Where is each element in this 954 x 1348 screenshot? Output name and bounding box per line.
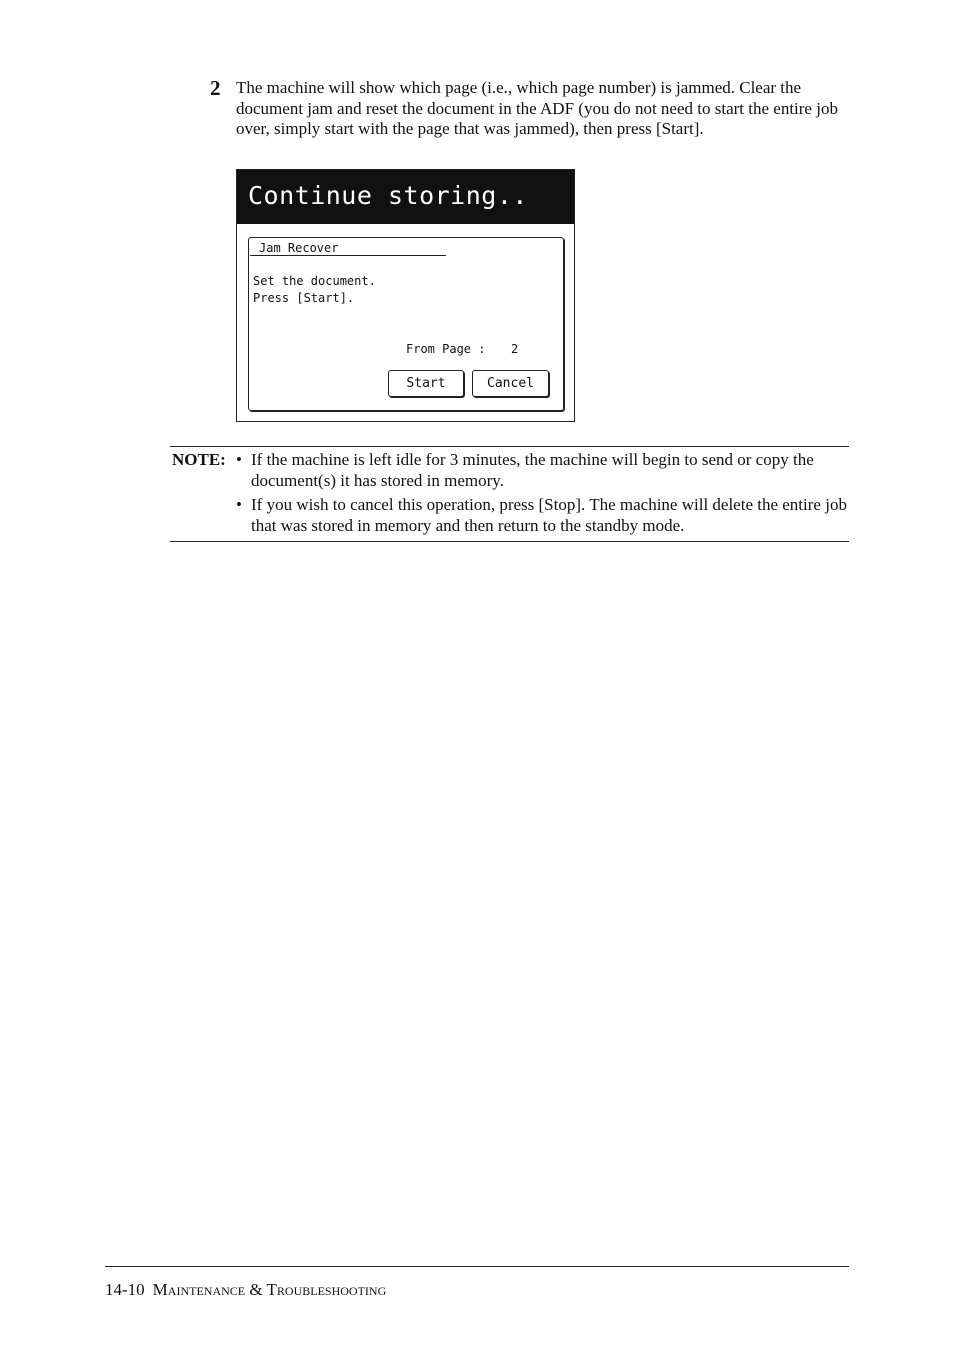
section-title: Maintenance & Troubleshooting	[152, 1280, 387, 1299]
page-number: 14-10	[105, 1280, 145, 1299]
dialog-title: Jam Recover	[250, 241, 446, 256]
screen-title-bar	[237, 170, 574, 224]
from-page-label: From Page :	[406, 342, 486, 356]
dialog-message-1: Set the document.	[253, 274, 376, 288]
step-number: 2	[210, 76, 221, 100]
footer-divider	[105, 1266, 849, 1267]
step-text: The machine will show which page (i.e., which page number) is jammed. Clear the document jam and reset the document in the ADF (you do not need to start the entire job over, simply start with the page that was jammed), then press [Start].	[236, 78, 838, 138]
jam-recover-dialog	[248, 237, 564, 411]
note-bullet-1: If the machine is left idle for 3 minutes, the machine will begin to send or copy the document(s) it has stored in memory.	[251, 450, 814, 490]
lcd-screen-illustration	[236, 169, 575, 422]
start-button[interactable]: Start	[388, 370, 464, 397]
page-footer	[105, 1280, 386, 1300]
note-divider-bottom	[170, 541, 849, 542]
screen-title: Continue storing..	[248, 181, 528, 210]
cancel-button[interactable]: Cancel	[472, 370, 549, 397]
note-label: NOTE:	[172, 450, 226, 469]
dialog-message-2: Press [Start].	[253, 291, 355, 305]
bullet-marker: •	[236, 495, 242, 514]
note-divider-top	[170, 446, 849, 447]
from-page-value: 2	[511, 342, 519, 356]
bullet-marker: •	[236, 450, 242, 469]
note-bullet-2: If you wish to cancel this operation, press [Stop]. The machine will delete the entire job that was stored in memory and then return to the standby mode.	[251, 495, 847, 535]
